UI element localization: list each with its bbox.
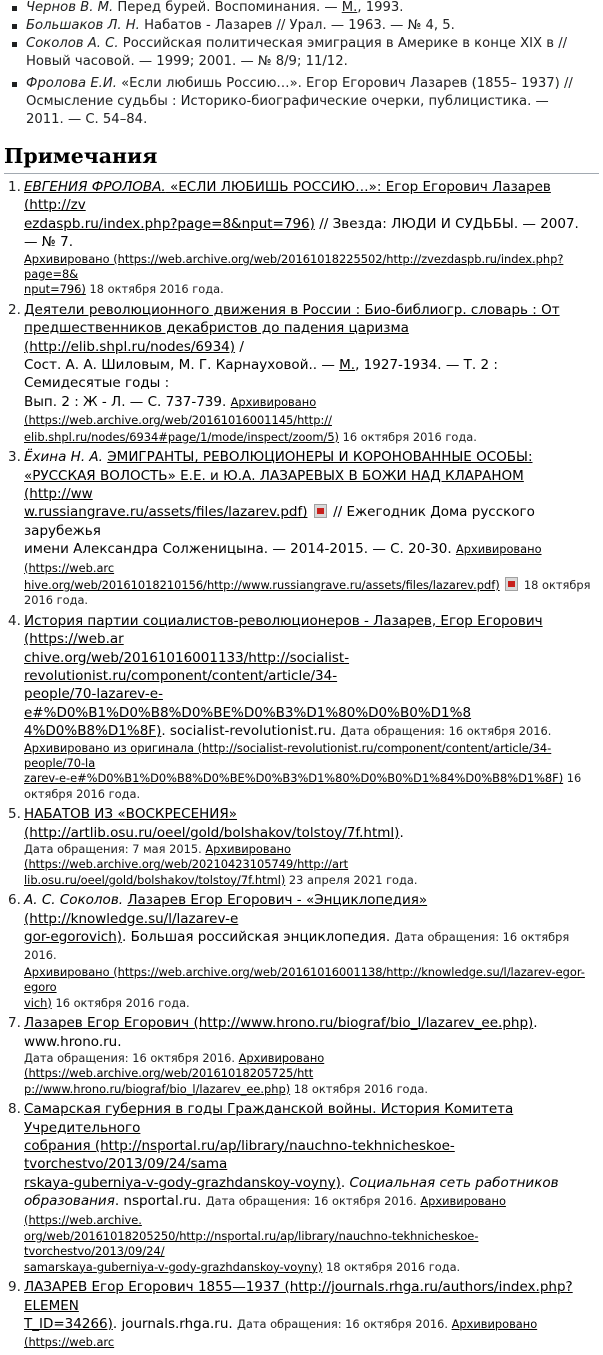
note-item bbox=[0, 1014, 603, 1097]
note-item bbox=[0, 178, 603, 298]
reference-link[interactable]: Архивировано (https://web.arc bbox=[24, 1317, 538, 1350]
reference-link[interactable]: ezdaspb.ru/index.php?page=8&nput=796) bbox=[24, 215, 315, 232]
reference-link[interactable]: предшественников декабристов до падения царизма (http://elib.shpl.ru/nodes/6934) bbox=[24, 320, 409, 355]
note-number: 9. bbox=[8, 1279, 21, 1296]
pdf-icon bbox=[314, 504, 327, 518]
literature-author: Соколов А. С. bbox=[26, 36, 119, 51]
note-line: nput=796) 18 октября 2016 года. bbox=[24, 282, 224, 297]
note-item bbox=[0, 612, 603, 802]
reference-link[interactable]: T_ID=34266) bbox=[24, 1316, 113, 1332]
reference-link[interactable]: w.russiangrave.ru/assets/files/lazarev.pdf) bbox=[24, 504, 308, 521]
note-line: hive.org/web/20161018210156/http://www.russiangrave.ru/assets/files/lazarev.pdf) 18 октября bbox=[24, 577, 591, 592]
reference-link[interactable]: Самарская губерния в годы Гражданской войны. История Комитета Учредительного bbox=[24, 1101, 514, 1136]
reference-link[interactable]: НАБАТОВ ИЗ «ВОСКРЕСЕНИЯ» (http://artlib.osu.ru/oeel/gold/bolshakov/tolstoy/7f.html) bbox=[24, 806, 400, 841]
note-item bbox=[0, 805, 603, 888]
reference-link[interactable]: rskaya-guberniya-v-gody-grazhdanskoy-voyny) bbox=[24, 1174, 341, 1191]
note-line bbox=[24, 1137, 595, 1174]
reference-link[interactable]: vich) bbox=[24, 995, 52, 1010]
note-line: НАБАТОВ ИЗ «ВОСКРЕСЕНИЯ» (http://artlib.osu.ru/oeel/gold/bolshakov/tolstoy/7f.html). bbox=[24, 806, 404, 841]
reference-link[interactable]: Архивировано (https://web.archive.org/web/20161016001145/http:// bbox=[24, 394, 332, 428]
reference-link[interactable]: zarev-e-e#%D0%B1%D0%B8%D0%BE%D0%B3%D1%80%D0%B0%D1%84%D0%B8%D1%8F) bbox=[24, 771, 564, 786]
reference-link[interactable]: Архивировано (https://web.archive. bbox=[24, 1194, 506, 1227]
literature-item: Фролова Е.И. «Если любишь Россию…». Егор Егорович Лазарев (1855– 1937) // Осмысление судьбы : Историко-биографические очерки, публицистика. — 2011. — С. 54–84. bbox=[0, 75, 603, 129]
reference-link[interactable]: Архивировано (https://web.arc bbox=[24, 542, 542, 575]
reference-link[interactable]: Деятели революционного движения в России : Био-библиогр. словарь : От bbox=[24, 301, 560, 318]
note-line: gor-egorovich). Большая российская энциклопедия. Дата обращения: 16 октября 2016. bbox=[24, 929, 570, 963]
bullet bbox=[12, 82, 17, 87]
reference-link[interactable]: История партии социалистов-революционеров - Лазарев, Егор Егорович (https://web.ar bbox=[24, 612, 543, 648]
note-line: 2016 года. bbox=[24, 593, 89, 608]
note-line: А. С. Соколов. Лазарев Егор Егорович - «Энциклопедия» (http://knowledge.su/l/lazarev-e bbox=[24, 892, 428, 927]
note-line: 4%D0%B8%D1%8F). socialist-revolutionist.ru. Дата обращения: 16 октября 2016. bbox=[24, 723, 552, 740]
reference-link[interactable]: «РУССКАЯ ВОЛОСТЬ» Е.Е. и Ю.А. ЛАЗАРЕВЫХ В БОЖИ НАД КЛАРАНОМ (http://ww bbox=[24, 467, 524, 502]
reference-link[interactable]: ЛАЗАРЕВ Егор Егорович 1855—1937 (http://journals.rhga.ru/authors/index.php?ELEMEN bbox=[24, 1279, 573, 1314]
note-number: 1. bbox=[8, 179, 21, 195]
reference-link[interactable]: Лазарев Егор Егорович (http://www.hrono.ru/biograf/bio_l/lazarev_ee.php) bbox=[24, 1015, 534, 1032]
reference-link[interactable]: Архивировано (https://web.archive.org/web/20161018205725/htt bbox=[24, 1050, 325, 1081]
note-line bbox=[24, 1100, 595, 1137]
moscow-link[interactable]: М. bbox=[341, 0, 358, 15]
bullet bbox=[12, 6, 17, 11]
note-line bbox=[24, 612, 595, 649]
note-line: имени Александра Солженицына. — 2014-2015. — С. 20-30. Архивировано (https://web.arc bbox=[24, 541, 542, 575]
reference-link[interactable]: Лазарев Егор Егорович - «Энциклопедия» (http://knowledge.su/l/lazarev-e bbox=[24, 892, 428, 927]
reference-link[interactable]: Архивировано (https://web.archive.org/web/20161016001138/http://knowledge.su/l/lazarev-egor-egoro bbox=[24, 964, 585, 995]
note-number: 6. bbox=[8, 892, 21, 909]
reference-link[interactable]: Архивировано из оригинала (http://socialist-revolutionist.ru/component/content/article/34-people/70-la bbox=[24, 740, 552, 770]
note-number: 8. bbox=[8, 1101, 21, 1118]
note-line: rskaya-guberniya-v-gody-grazhdanskoy-voyny). Социальная сеть работников bbox=[24, 1174, 559, 1191]
note-line: Ёхина Н. А. ЭМИГРАНТЫ, РЕВОЛЮЦИОНЕРЫ И КОРОНОВАННЫЕ ОСОБЫ: bbox=[24, 449, 533, 466]
reference-link[interactable]: собрания (http://nsportal.ru/ap/library/nauchno-tekhnicheskoe-tvorchestvo/2013/09/24/sama bbox=[24, 1137, 455, 1173]
reference-link[interactable]: М. bbox=[339, 357, 356, 374]
note-line: p://www.hrono.ru/biograf/bio_l/lazarev_ee.php) 18 октября 2016 года. bbox=[24, 1081, 428, 1096]
reference-link[interactable]: p://www.hrono.ru/biograf/bio_l/lazarev_ee.php) bbox=[24, 1081, 291, 1096]
note-line bbox=[24, 178, 595, 215]
note-item bbox=[0, 448, 603, 609]
note-item bbox=[0, 891, 603, 1011]
note-number: 5. bbox=[8, 806, 21, 823]
heading-divider bbox=[4, 173, 599, 174]
reference-link[interactable]: people/70-lazarev-e-e#%D0%B1%D0%B8%D0%BE%D0%B3%D1%80%D0%B0%D1%8 bbox=[24, 686, 472, 721]
reference-link[interactable]: Архивировано (https://web.archive.org/web/20210423105749/http://art bbox=[24, 842, 349, 872]
note-line: Лазарев Егор Егорович (http://www.hrono.ru/biograf/bio_l/lazarev_ee.php). www.hrono.ru. bbox=[24, 1015, 538, 1050]
note-line: Дата обращения: 16 октября 2016. Архивировано (https://web.archive.org/web/20161018205725/htt bbox=[24, 1050, 325, 1081]
note-line bbox=[24, 965, 595, 996]
literature-list bbox=[0, 0, 603, 129]
note-line: октября 2016 года. bbox=[24, 786, 141, 801]
note-line: предшественников декабристов до падения царизма (http://elib.shpl.ru/nodes/6934) / bbox=[24, 320, 409, 355]
literature-author: Фролова Е.И. bbox=[26, 76, 117, 91]
note-number: 3. bbox=[8, 449, 21, 466]
reference-link[interactable]: hive.org/web/20161018210156/http://www.russiangrave.ru/assets/files/lazarev.pdf) bbox=[24, 577, 500, 592]
note-line bbox=[24, 1278, 595, 1315]
note-line: образования. nsportal.ru. Дата обращения: 16 октября 2016. Архивировано (https://web.archive. bbox=[24, 1193, 506, 1227]
note-line: samarskaya-guberniya-v-gody-grazhdanskoy-voyny) 18 октября 2016 года. bbox=[24, 1259, 461, 1274]
note-number: 4. bbox=[8, 612, 21, 629]
note-line bbox=[24, 685, 595, 722]
bullet bbox=[12, 42, 17, 47]
reference-link[interactable]: Архивировано (https://web.archive.org/web/20161018225502/http://zvezdaspb.ru/index.php?page=8& bbox=[24, 251, 564, 282]
reference-link[interactable]: samarskaya-guberniya-v-gody-grazhdanskoy-voyny) bbox=[24, 1259, 323, 1274]
pdf-icon bbox=[505, 577, 518, 591]
note-line: elib.shpl.ru/nodes/6934#page/1/mode/inspect/zoom/5) 16 октября 2016 года. bbox=[24, 429, 477, 444]
reference-link[interactable]: gor-egorovich) bbox=[24, 929, 123, 946]
note-line bbox=[24, 301, 595, 319]
reference-link[interactable]: ЕВГЕНИЯ ФРОЛОВА. «ЕСЛИ ЛЮБИШЬ РОССИЮ…»: Егор Егорович Лазарев (http://zv bbox=[24, 179, 551, 214]
note-number: 7. bbox=[8, 1015, 21, 1032]
literature-author: Большаков Л. Н. bbox=[26, 18, 140, 33]
literature-item: Чернов В. М. Перед бурей. Воспоминания. — М., 1993. bbox=[0, 0, 603, 17]
note-line: Вып. 2 : Ж - Л. — С. 737-739. Архивировано (https://web.archive.org/web/20161016001145/http:// bbox=[24, 393, 332, 428]
reference-link[interactable]: chive.org/web/20161016001133/http://socialist-revolutionist.ru/component/content/article/34- bbox=[24, 649, 350, 684]
reference-link[interactable]: nput=796) bbox=[24, 282, 86, 297]
literature-item: Большаков Л. Н. Набатов - Лазарев // Урал. — 1963. — № 4, 5. bbox=[0, 17, 603, 35]
note-item bbox=[0, 1100, 603, 1275]
notes-list bbox=[0, 178, 603, 1355]
literature-author: Чернов В. М. bbox=[26, 0, 114, 15]
note-line: lib.osu.ru/oeel/gold/bolshakov/tolstoy/7f.html) 23 апреля 2021 года. bbox=[24, 872, 418, 887]
reference-link[interactable]: lib.osu.ru/oeel/gold/bolshakov/tolstoy/7f.html) bbox=[24, 872, 286, 887]
note-line bbox=[24, 252, 595, 283]
note-line: Дата обращения: 7 мая 2015. Архивировано (https://web.archive.org/web/20210423105749/http://art bbox=[24, 842, 349, 872]
reference-link[interactable]: ЭМИГРАНТЫ, РЕВОЛЮЦИОНЕРЫ И КОРОНОВАННЫЕ ОСОБЫ: bbox=[107, 449, 533, 466]
literature-item: Соколов А. С. Российская политическая эмиграция в Америке в конце XIX в // Новый часовой. — 1999; 2001. — № 8/9; 11/12. bbox=[0, 35, 603, 71]
note-item bbox=[0, 301, 603, 445]
notes-heading: Примечания bbox=[4, 144, 158, 168]
bullet bbox=[12, 24, 17, 29]
note-item bbox=[0, 1278, 603, 1352]
note-number: 2. bbox=[8, 301, 21, 318]
note-line: Сост. А. А. Шиловым, М. Г. Карнауховой.. — М., 1927-1934. — Т. 2 : Семидесятые годы : bbox=[24, 357, 498, 392]
note-line bbox=[24, 649, 595, 686]
reference-link[interactable]: 4%D0%B8%D1%8F) bbox=[24, 723, 162, 740]
note-line: T_ID=34266). journals.rhga.ru. Дата обращения: 16 октября 2016. Архивировано (https://web.arc bbox=[24, 1316, 538, 1350]
note-line: vich) 16 октября 2016 года. bbox=[24, 995, 190, 1010]
note-line bbox=[24, 467, 595, 504]
note-line: w.russiangrave.ru/assets/files/lazarev.pdf) // Ежегодник Дома русского зарубежья bbox=[24, 504, 535, 539]
note-line bbox=[24, 1229, 595, 1260]
note-line bbox=[24, 741, 595, 772]
reference-link[interactable]: elib.shpl.ru/nodes/6934#page/1/mode/inspect/zoom/5) bbox=[24, 429, 340, 444]
reference-link[interactable]: org/web/20161018205250/http://nsportal.ru/ap/library/nauchno-tekhnicheskoe-tvorchestvo/2013/09/24/ bbox=[24, 1228, 479, 1259]
note-line: zarev-e-e#%D0%B1%D0%B8%D0%BE%D0%B3%D1%80%D0%B0%D1%84%D0%B8%D1%8F) 16 bbox=[24, 771, 582, 786]
note-line: ezdaspb.ru/index.php?page=8&nput=796) // Звезда: ЛЮДИ И СУДЬБЫ. — 2007. — № 7. bbox=[24, 215, 579, 251]
